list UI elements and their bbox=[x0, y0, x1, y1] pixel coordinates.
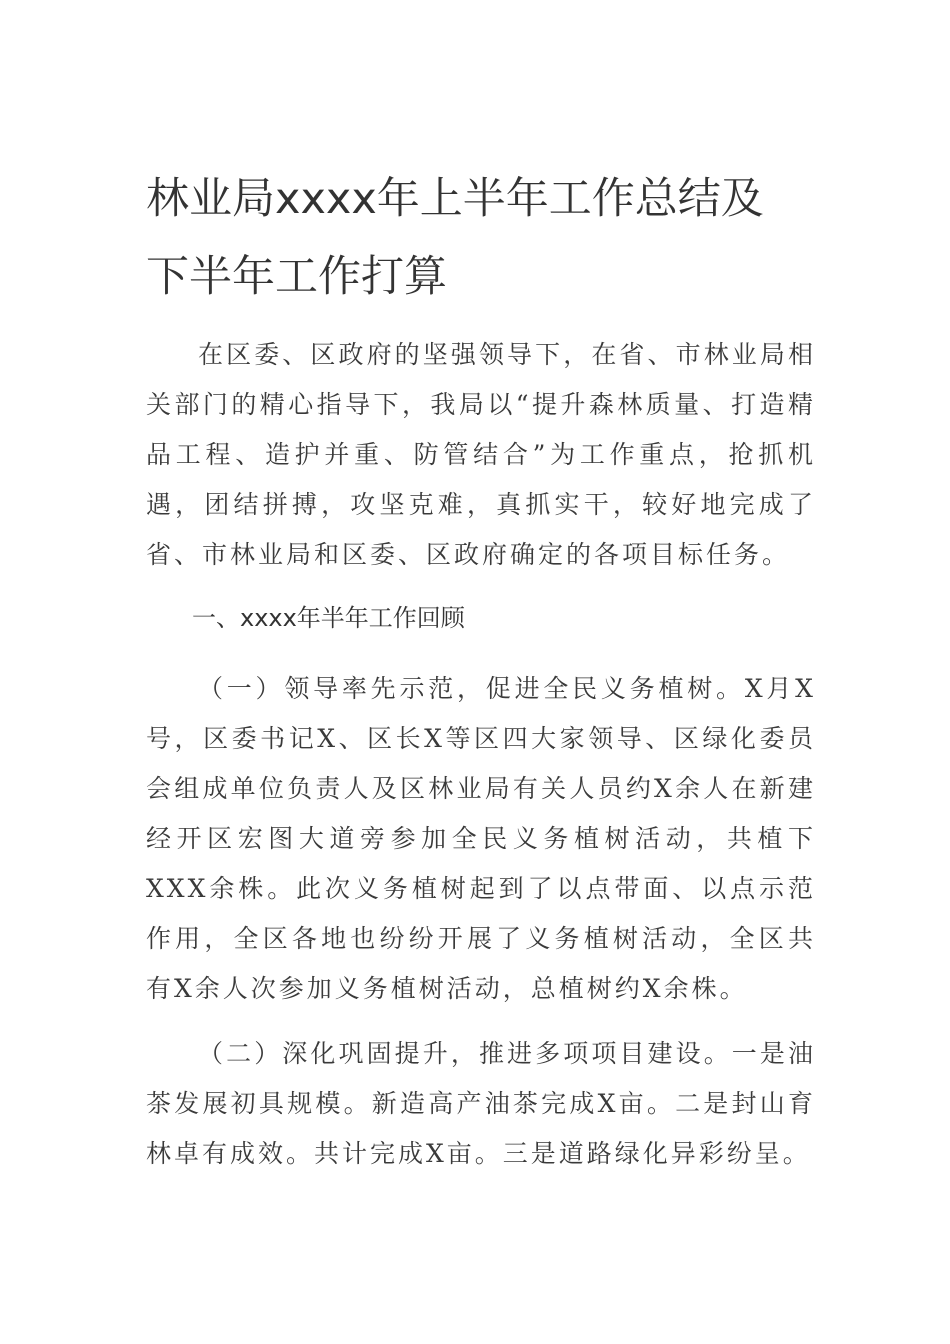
document-title: 林业局xxxx年上半年工作总结及下半年工作打算 bbox=[146, 174, 764, 302]
item-one-paragraph bbox=[146, 664, 816, 1014]
intro-paragraph: 在区委、区政府的坚强领导下，在省、市林业局相关部门的精心指导下，我局以“提升森林质量、打造精品工程、造护并重、防管结合”为工作重点，抢抓机遇，团结拼搏，攻坚克难，真抓实干，较好地完成了省、市林业局和区委、区政府确定的各项目标任务。 bbox=[146, 340, 816, 569]
item-one-body: X月X号，区委书记X、区长X等区四大家领导、区绿化委员会组成单位负责人及区林业局有关人员约X余人在新建经开区宏图大道旁参加全民义务植树活动，共植下XXX余株。此次义务植树起到了以点带面、以点示范作用，全区各地也纷纷开展了义务植树活动，全区共有X余人次参加义务植树活动，总植树约X余株。 bbox=[146, 674, 816, 1003]
item-two-body: 一是油茶发展初具规模。新造高产油茶完成X亩。二是封山育林卓有成效。共计完成X亩。三是道路绿化异彩纷呈。 bbox=[146, 1039, 816, 1168]
item-one-lead: （一）领导率先示范，促进全民义务植树。 bbox=[198, 674, 745, 703]
section-one-heading: 一、xxxx年半年工作回顾 bbox=[192, 604, 465, 632]
item-two-paragraph bbox=[146, 1029, 816, 1179]
item-two-lead: （二）深化巩固提升，推进多项项目建设。 bbox=[198, 1039, 732, 1068]
